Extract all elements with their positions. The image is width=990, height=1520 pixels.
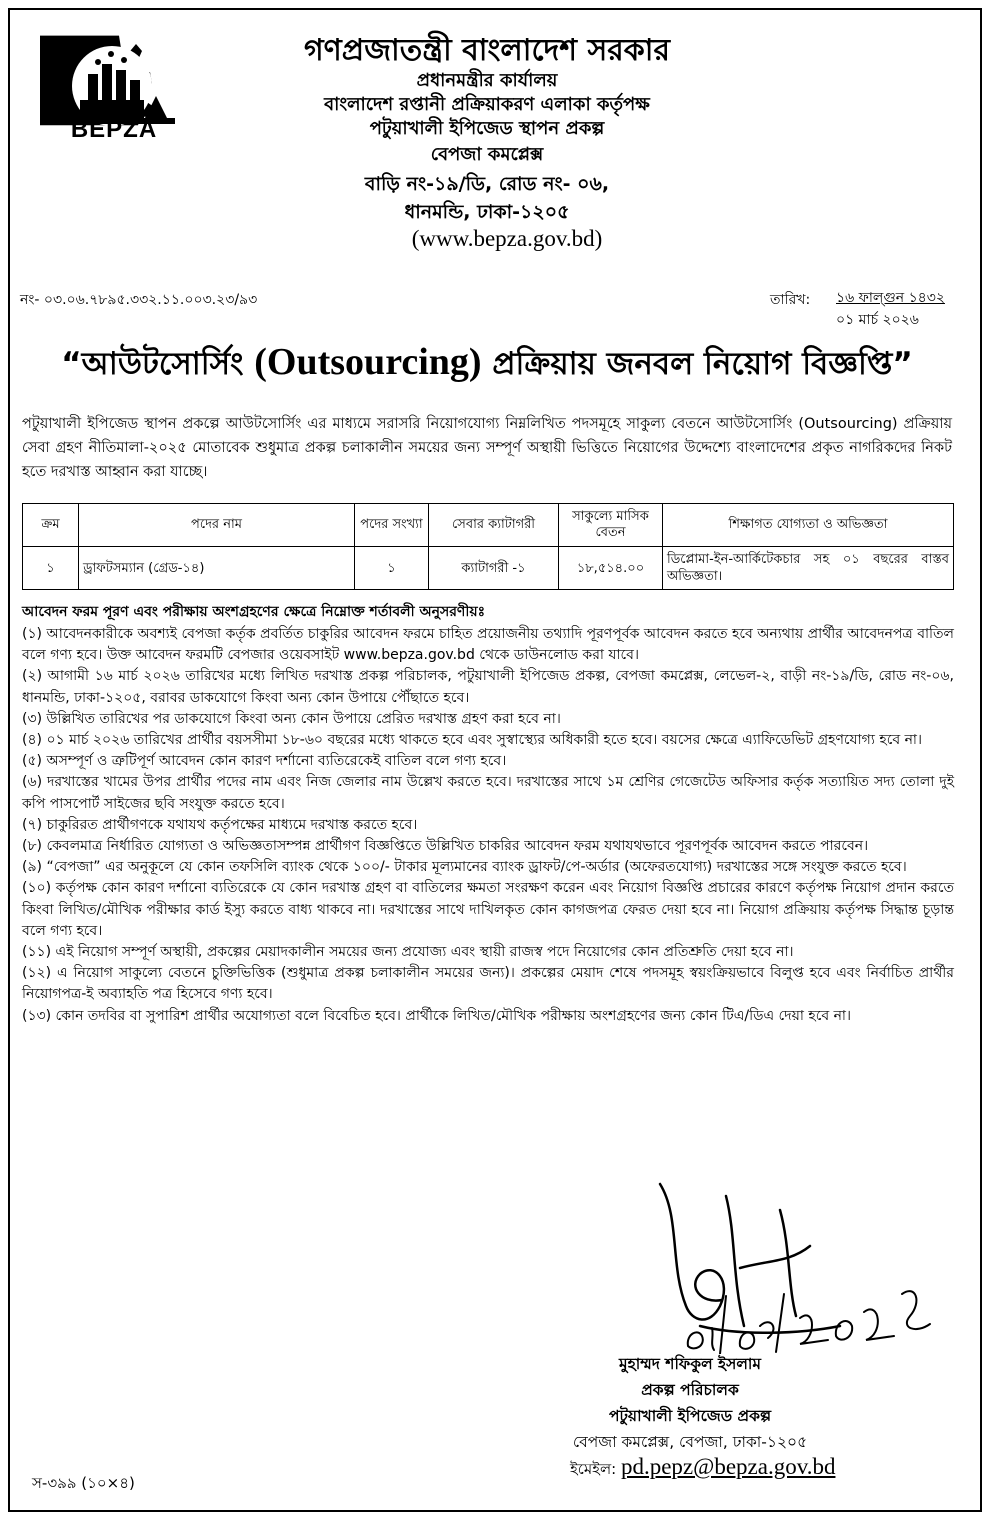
conditions-list — [22, 624, 954, 1027]
address-line-1: বাড়ি নং-১৯/ডি, রোড নং- ০৬, — [364, 173, 610, 195]
condition-item: (৫) অসম্পূর্ণ ও ত্রুটিপূর্ণ আবেদন কোন কারণ দর্শানো ব্যতিরেকেই বাতিল বলে গণ্য হবে। — [22, 753, 507, 770]
post-table — [22, 503, 954, 590]
condition-item: (৭) চাকুরিরত প্রার্থীগণকে যথাযথ কর্তৃপক্ষের মাধ্যমে দরখাস্ত করতে হবে। — [22, 816, 418, 833]
header-qualification: শিক্ষাগত যোগ্যতা ও অভিজ্ঞতা — [663, 504, 954, 547]
condition-item: (৮) কেবলমাত্র নির্ধারিত যোগ্যতা ও অভিজ্ঞতাসম্পন্ন প্রার্থীগণ বিজ্ঞপ্তিতে উল্লিখিত চাকরির আবেদন ফরম যথাযথভাবে পূরণপূর্বক আবেদন করতে পারবেন। — [22, 838, 869, 855]
authority-name: বাংলাদেশ রপ্তানী প্রক্রিয়াকরণ এলাকা কর্তৃপক্ষ — [324, 94, 650, 115]
condition-item: (১১) এই নিয়োগ সম্পূর্ণ অস্থায়ী, প্রকল্পের মেয়াদকালীন সময়ের জন্য প্রযোজ্য এবং স্থায়ী রাজস্ব পদে নিয়োগের কোন প্রতিশ্রুতি দেয়া হবে না। — [22, 944, 794, 961]
signatory-address: বেপজা কমপ্লেক্স, বেপজা, ঢাকা-১২০৫ — [572, 1433, 808, 1451]
email-link[interactable]: pd.pepz@bepza.gov.bd — [620, 1454, 836, 1479]
ministry-name: প্রধানমন্ত্রীর কার্যালয় — [416, 70, 558, 91]
date-english: ০১ মার্চ ২০২৬ — [836, 312, 919, 328]
title-part-en: (Outsourcing) — [254, 341, 482, 383]
handwritten-signature — [640, 1176, 970, 1354]
website-link[interactable]: (www.bepza.gov.bd) — [411, 226, 603, 251]
condition-item: (১০) কর্তৃপক্ষ কোন কারণ দর্শানো ব্যতিরেকে যে কোন দরখাস্ত গ্রহণ বা বাতিলের ক্ষমতা সংরক্ষণ করেন এবং নিয়োগ বিজ্ঞপ্তি প্রচারের কারণে কর্তৃপক্ষ নিয়োগ প্রদান করতে কিংবা লিখিত/মৌখিক পরীক্ষার কার্ড ইস্যু করতে বাধ্য থাকবে না। দরখাস্তের সাথে দাখিলকৃত কোন কাগজপত্র ফেরত দেয়া হবে না। নিয়োগ প্রক্রিয়ায় কর্তৃপক্ষ সিদ্ধান্ত চূড়ান্ত বলে গণ্য হবে। — [22, 880, 954, 939]
header-post-count: পদের সংখ্যা — [355, 504, 429, 547]
condition-item: (৩) উল্লিখিত তারিখের পর ডাকযোগে কিংবা অন্য কোন উপায়ে প্রেরিত দরখাস্ত গ্রহণ করা হবে না। — [22, 710, 561, 727]
header-category: সেবার ক্যাটাগরী — [429, 504, 559, 547]
government-title: গণপ্রজাতন্ত্রী বাংলাদেশ সরকার — [304, 33, 670, 68]
cell-post-count: ১ — [355, 547, 429, 590]
footer-code: স-৩৯৯ (১০×৪) — [32, 1474, 135, 1492]
logo-text: BEPZA — [70, 116, 158, 143]
condition-item: (৯) “বেপজা” এর অনুকূলে যে কোন তফসিলি ব্যাংক থেকে ১০০/- টাকার মূল্যমানের ব্যাংক ড্রাফট/পে-অর্ডার (অফেরতযোগ্য) দরখাস্তের সঙ্গে সংযুক্ত করতে হবে। — [22, 859, 907, 876]
address-line-2: ধানমন্ডি, ঢাকা-১২০৫ — [404, 201, 570, 223]
conditions-title: আবেদন ফরম পূরণ এবং পরীক্ষায় অংশগ্রহণের ক্ষেত্রে নিম্নোক্ত শর্তাবলী অনুসরণীয়ঃ — [22, 604, 486, 620]
cell-post-name: ড্রাফটসম্যান (গ্রেড-১৪) — [79, 547, 355, 590]
cell-qualification: ডিপ্লোমা-ইন-আর্কিটেকচার সহ ০১ বছরের বাস্তব অভিজ্ঞতা। — [663, 547, 954, 590]
signatory-name: মুহাম্মদ শফিকুল ইসলাম — [619, 1355, 761, 1373]
complex-name: বেপজা কমপ্লেক্স — [430, 144, 544, 165]
condition-item: (৪) ০১ মার্চ ২০২৬ তারিখের প্রার্থীর বয়সসীমা ১৮-৬০ বছরের মধ্যে থাকতে হবে এবং সুস্বাস্থ্যের অধিকারী হতে হবে। বয়সের ক্ষেত্রে এ্যাফিডেভিট গ্রহণযোগ্য হবে না। — [22, 732, 922, 749]
date-label: তারিখ: — [770, 292, 811, 308]
signatory-office: পটুয়াখালী ইপিজেড প্রকল্প — [608, 1407, 772, 1425]
header-serial: ক্রম — [23, 504, 79, 547]
intro-paragraph: পটুয়াখালী ইপিজেড স্থাপন প্রকল্পে আউটসোর্সিং এর মাধ্যমে সরাসরি নিয়োগযোগ্য নিম্নলিখিত পদসমূহে সাকুল্য বেতনে আউটসোর্সিং (Outsourcing) প্রক্রিয়ায় সেবা গ্রহণ নীতিমালা-২০২৫ মোতাবেক শুধুমাত্র প্রকল্প চলাকালীন সময়ের জন্য সম্পূর্ণ অস্থায়ী ভিত্তিতে নিয়োগের উদ্দেশ্যে বাংলাদেশের প্রকৃত নাগরিকদের নিকট হতে দরখাস্ত আহ্বান করা যাচ্ছে। — [22, 416, 952, 480]
email-label: ইমেইল: — [570, 1460, 621, 1478]
title-part-2: প্রক্রিয়ায় জনবল নিয়োগ বিজ্ঞপ্তি” — [481, 346, 913, 382]
cell-salary: ১৮,৫১৪.০০ — [559, 547, 663, 590]
header-post-name: পদের নাম — [79, 504, 355, 547]
condition-item: (১৩) কোন তদবির বা সুপারিশ প্রার্থীর অযোগ্যতা বলে বিবেচিত হবে। প্রার্থীকে লিখিত/মৌখিক পরীক্ষায় অংশগ্রহণের জন্য কোন টিএ/ডিএ দেয়া হবে না। — [22, 1007, 851, 1024]
cell-category: ক্যাটাগরী -১ — [429, 547, 559, 590]
memo-number: নং- ০৩.০৬.৭৮৯৫.৩৩২.১১.০০৩.২৩/৯৩ — [20, 292, 258, 308]
condition-item: (৬) দরখাস্তের খামের উপর প্রার্থীর পদের নাম এবং নিজ জেলার নাম উল্লেখ করতে হবে। দরখাস্তের সাথে ১ম শ্রেণির গেজেটেড অফিসার কর্তৃক সত্যায়িত সদ্য তোলা দুই কপি পাসপোর্ট সাইজের ছবি সংযুক্ত করতে হবে। — [22, 774, 954, 812]
table-header-row — [23, 504, 954, 547]
notice-title — [20, 340, 954, 392]
condition-item: (২) আগামী ১৬ মার্চ ২০২৬ তারিখের মধ্যে লিখিত দরখাস্ত প্রকল্প পরিচালক, পটুয়াখালী ইপিজেড প্রকল্প, বেপজা কমপ্লেক্স, লেভেল-২, বাড়ী নং-১৯/ডি, রোড নং-০৬, ধানমন্ডি, ঢাকা-১২০৫, বরাবর ডাকযোগে কিংবা অন্য কোন উপায়ে পৌঁছাতে হবে। — [22, 668, 954, 706]
signatory-designation: প্রকল্প পরিচালক — [641, 1381, 739, 1399]
condition-item: (১) আবেদনকারীকে অবশ্যই বেপজা কর্তৃক প্রবর্তিত চাকুরির আবেদন ফরমে চাহিত প্রয়োজনীয় তথ্যাদি পূরণপূর্বক আবেদন করতে হবে অন্যথায় প্রার্থীর আবেদনপত্র বাতিল বলে গণ্য হবে। উক্ত আবেদন ফরমটি বেপজার ওয়েবসাইট www.bepza.gov.bd থেকে ডাউনলোড করা যাবে। — [22, 626, 954, 664]
title-part-1: “আউটসোর্সিং — [61, 346, 255, 382]
header-salary: সাকুল্যে মাসিক বেতন — [559, 504, 663, 547]
condition-item: (১২) এ নিয়োগ সাকুল্যে বেতনে চুক্তিভিত্তিক (শুধুমাত্র প্রকল্প চলাকালীন সময়ের জন্য)। প্রকল্পের মেয়াদ শেষে পদসমূহ স্বয়ংক্রিয়ভাবে বিলুপ্ত হবে এবং নির্বাচিত প্রার্থীর নিয়োগপত্র-ই অব্যাহতি পত্র হিসেবে গণ্য হবে। — [22, 965, 954, 1003]
project-name: পটুয়াখালী ইপিজেড স্থাপন প্রকল্প — [369, 118, 605, 139]
cell-serial: ১ — [23, 547, 79, 590]
email-line — [570, 1454, 835, 1483]
date-bangla: ১৬ ফাল্গুন ১৪৩২ — [836, 290, 945, 306]
table-row — [23, 547, 954, 590]
